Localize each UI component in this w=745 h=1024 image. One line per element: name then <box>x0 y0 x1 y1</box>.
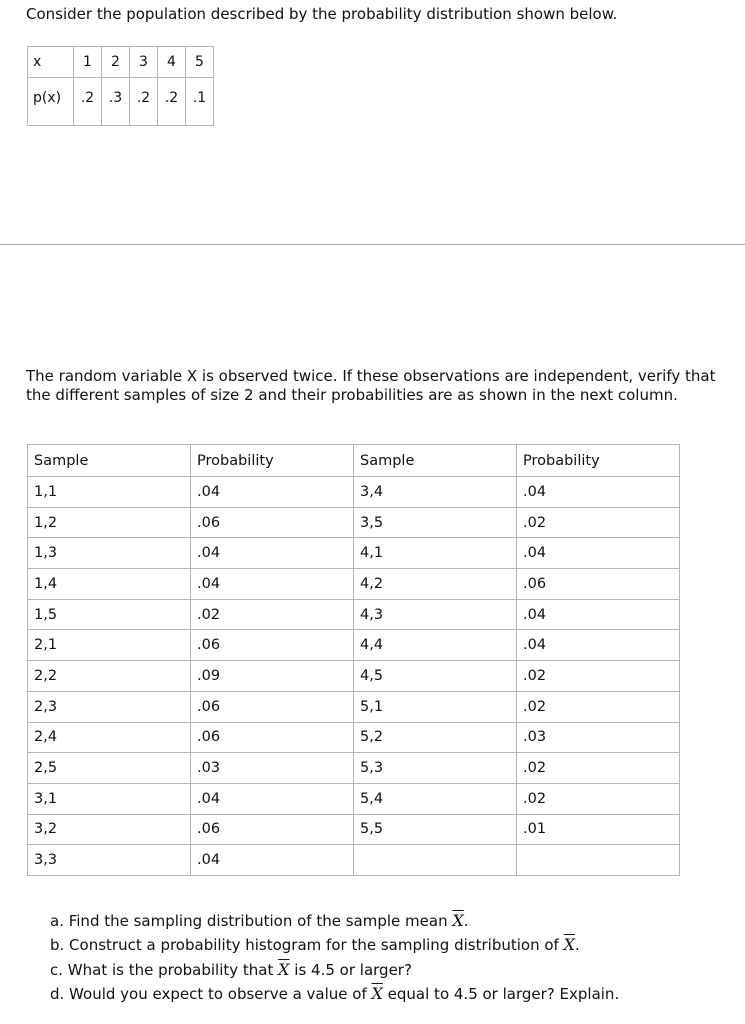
sample-cell: 4,4 <box>354 630 517 661</box>
sample-cell: 2,3 <box>28 691 191 722</box>
question-text: a. Find the sampling distribution of the sample mean <box>50 912 453 930</box>
question-d <box>50 982 619 1006</box>
x-value: 2 <box>102 47 130 78</box>
column-header: Sample <box>28 445 191 477</box>
probability-cell: .02 <box>517 753 680 784</box>
sample-cell: 4,1 <box>354 538 517 569</box>
x-value: 4 <box>158 47 186 78</box>
probability-cell: .04 <box>191 538 354 569</box>
probability-cell: .06 <box>191 691 354 722</box>
question-text-end: is 4.5 or larger? <box>289 960 412 979</box>
probability-cell: .02 <box>517 661 680 692</box>
probability-cell: .06 <box>191 630 354 661</box>
table-row <box>28 661 680 692</box>
table-row <box>28 599 680 630</box>
probability-cell: .04 <box>517 599 680 630</box>
question-c <box>50 958 619 982</box>
sample-cell: 3,2 <box>28 814 191 845</box>
sample-cell: 3,5 <box>354 507 517 538</box>
question-b <box>50 933 619 957</box>
x-label: x <box>28 47 74 78</box>
probability-cell: .04 <box>191 783 354 814</box>
intro-text: Consider the population described by the probability distribution shown below. <box>26 5 618 23</box>
sample-cell: 4,3 <box>354 599 517 630</box>
question-text: c. What is the probability that <box>50 960 279 979</box>
probability-cell: .04 <box>517 630 680 661</box>
table-row <box>28 507 680 538</box>
table-row <box>28 477 680 508</box>
probability-cell: .04 <box>517 477 680 508</box>
sample-cell: 5,4 <box>354 783 517 814</box>
x-value: 5 <box>186 47 214 78</box>
probability-cell: .04 <box>191 477 354 508</box>
probability-cell <box>517 845 680 876</box>
sample-cell: 3,4 <box>354 477 517 508</box>
probability-cell: .06 <box>517 569 680 600</box>
probability-cell: .04 <box>517 538 680 569</box>
p-value: .1 <box>186 78 214 126</box>
samples-table <box>27 444 680 876</box>
column-header: Probability <box>191 445 354 477</box>
p-value: .3 <box>102 78 130 126</box>
table-row <box>28 691 680 722</box>
question-text: b. Construct a probability histogram for the sampling distribution of <box>50 936 564 955</box>
table-row <box>28 722 680 753</box>
column-header: Sample <box>354 445 517 477</box>
probability-cell: .02 <box>517 507 680 538</box>
xbar-symbol: $\overline{X}$ <box>452 911 464 930</box>
sample-cell: 5,3 <box>354 753 517 784</box>
p-value: .2 <box>130 78 158 126</box>
sample-cell: 1,1 <box>28 477 191 508</box>
p-value: .2 <box>158 78 186 126</box>
sample-cell <box>354 845 517 876</box>
probability-cell: .06 <box>191 814 354 845</box>
x-value: 3 <box>130 47 158 78</box>
table-row <box>28 630 680 661</box>
px-row <box>28 78 214 126</box>
sample-cell: 3,3 <box>28 845 191 876</box>
probability-cell: .06 <box>191 507 354 538</box>
column-header: Probability <box>517 445 680 477</box>
question-a <box>50 909 619 933</box>
probability-cell: .02 <box>517 691 680 722</box>
probability-cell: .02 <box>517 783 680 814</box>
sample-cell: 1,2 <box>28 507 191 538</box>
probability-cell: .03 <box>191 753 354 784</box>
xbar-symbol: $\overline{X}$ <box>371 984 383 1004</box>
sample-cell: 1,4 <box>28 569 191 600</box>
x-value: 1 <box>74 47 102 78</box>
question-text-end: equal to 4.5 or larger? Explain. <box>382 985 620 1004</box>
probability-cell: .04 <box>191 569 354 600</box>
probability-cell: .06 <box>191 722 354 753</box>
table-row <box>28 753 680 784</box>
horizontal-divider <box>0 244 745 245</box>
sample-cell: 3,1 <box>28 783 191 814</box>
questions-list <box>50 909 619 1007</box>
probability-cell: .02 <box>191 599 354 630</box>
xbar-symbol: $\overline{X}$ <box>563 935 575 955</box>
px-label: p(x) <box>28 78 74 126</box>
sample-cell: 2,1 <box>28 630 191 661</box>
sample-cell: 2,4 <box>28 722 191 753</box>
sample-cell: 2,2 <box>28 661 191 692</box>
sample-cell: 1,3 <box>28 538 191 569</box>
question-text-end: . <box>574 936 580 955</box>
samples-header-row <box>28 445 680 477</box>
question-text-end: . <box>463 912 469 930</box>
sample-cell: 4,2 <box>354 569 517 600</box>
x-row <box>28 47 214 78</box>
table-row <box>28 569 680 600</box>
sample-cell: 4,5 <box>354 661 517 692</box>
probability-cell: .03 <box>517 722 680 753</box>
xbar-symbol: $\overline{X}$ <box>278 959 290 979</box>
sample-cell: 5,1 <box>354 691 517 722</box>
sample-cell: 5,2 <box>354 722 517 753</box>
table-row <box>28 538 680 569</box>
sample-cell: 5,5 <box>354 814 517 845</box>
probability-cell: .01 <box>517 814 680 845</box>
sample-cell: 2,5 <box>28 753 191 784</box>
instructions-paragraph: The random variable X is observed twice. If these observations are independent, verify that the different samples of size 2 and their probabilities are as shown in the next column. <box>26 367 716 404</box>
population-distribution-table <box>27 46 214 126</box>
table-row <box>28 845 680 876</box>
question-text: d. Would you expect to observe a value of <box>50 985 372 1004</box>
probability-cell: .09 <box>191 661 354 692</box>
table-row <box>28 814 680 845</box>
probability-cell: .04 <box>191 845 354 876</box>
p-value: .2 <box>74 78 102 126</box>
table-row <box>28 783 680 814</box>
sample-cell: 1,5 <box>28 599 191 630</box>
